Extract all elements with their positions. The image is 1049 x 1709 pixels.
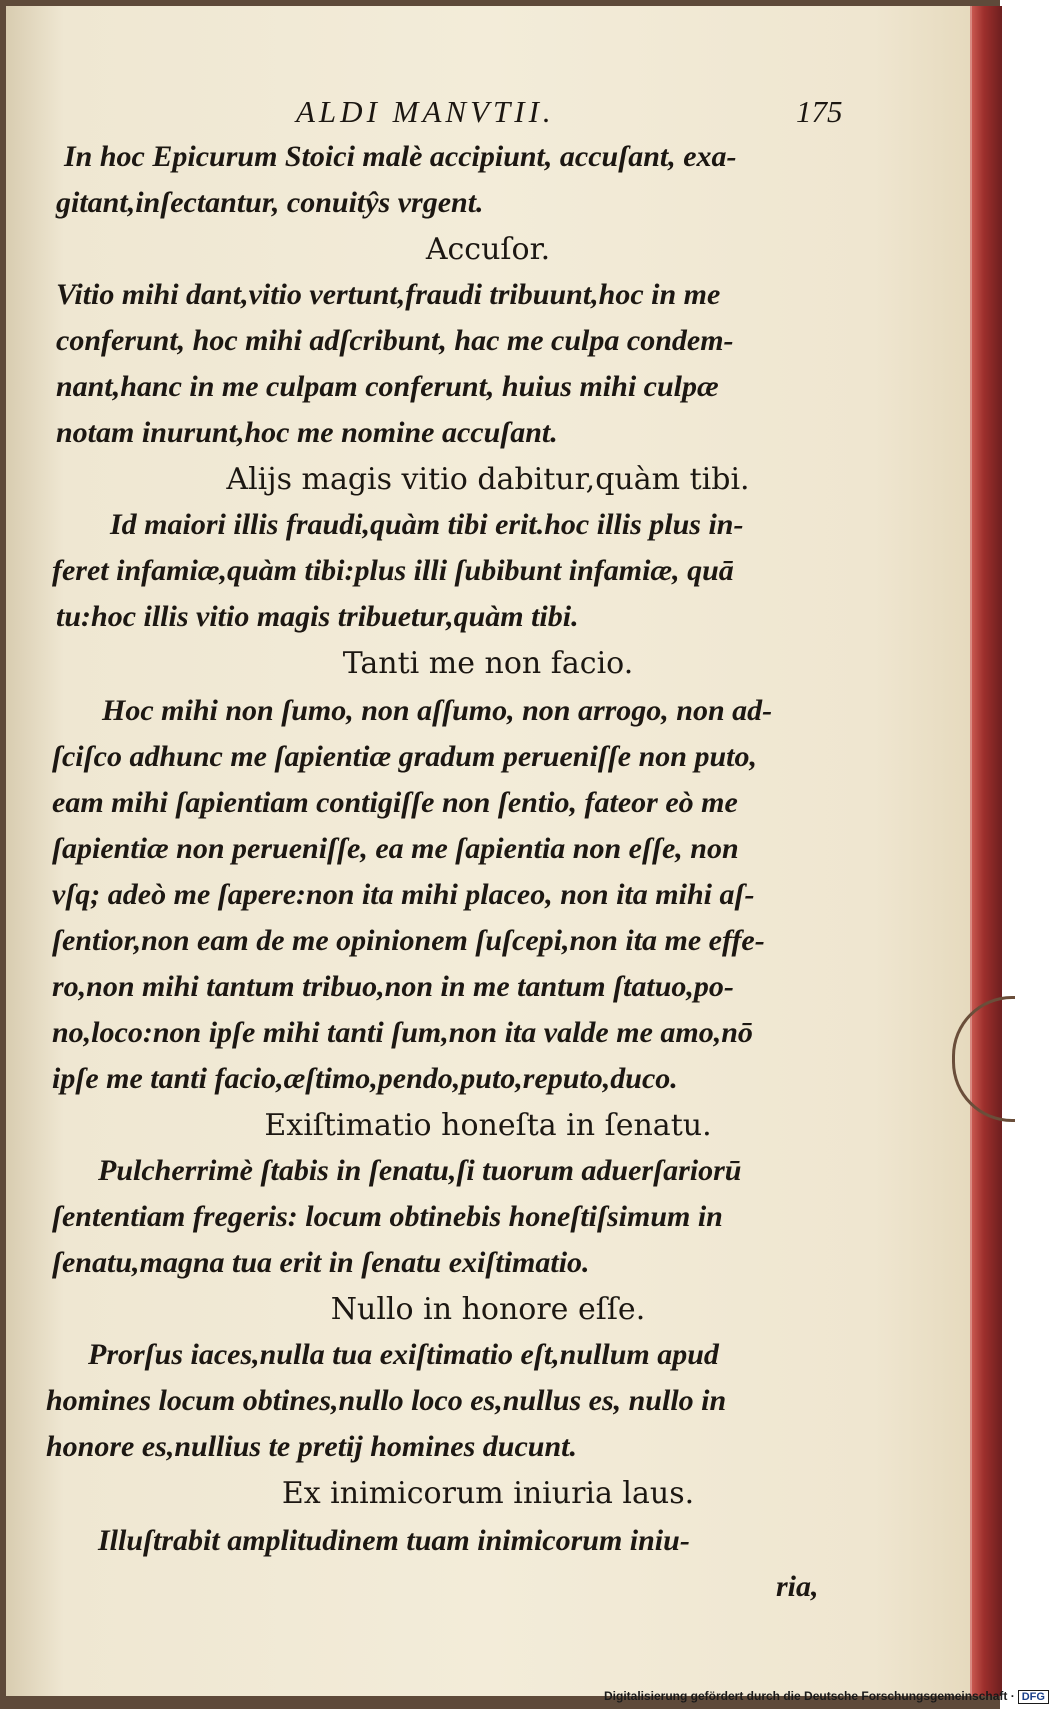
text-line: conferunt, hoc mihi adſcribunt, hac me culpa condem- [56,324,734,357]
text-line: notam inurunt,hoc me nomine accuſant. [56,416,558,449]
section-heading: Ex inimicorum iniuria laus. [281,1476,695,1511]
text-line: no,loco:non ipſe mihi tanti ſum,non ita valde me amo,nō [52,1016,753,1049]
text-line: honore es,nullius te pretij homines ducunt. [46,1430,577,1463]
text-line: ipſe me tanti facio,æſtimo,pendo,puto,reputo,duco. [52,1062,678,1095]
dfg-logo: DFG [1018,1690,1049,1704]
text-line: In hoc Epicurum Stoici malè accipiunt, accuſant, exa- [64,140,737,173]
text-line: ria, [776,1570,819,1603]
funding-notice [604,1689,1049,1704]
text-line: ſciſco adhunc me ſapientiæ gradum perueniſſe non puto, [52,740,758,773]
section-heading: Alijs magis vitio dabitur,quàm tibi. [226,462,750,497]
text-line: Illuſtrabit amplitudinem tuam inimicorum iniu- [98,1524,690,1557]
text-line: ſentior,non eam de me opinionem ſuſcepi,non ita me effe- [52,924,765,957]
funding-text: Digitalisierung gefördert durch die Deutsche Forschungsgemeinschaft · [604,1689,1015,1703]
section-heading: Accuſor. [425,232,551,267]
section-heading: Exiſtimatio honeſta in ſenatu. [264,1108,712,1143]
text-line: Vitio mihi dant,vitio vertunt,fraudi tribuunt,hoc in me [56,278,721,311]
text-line: ſententiam fregeris: locum obtinebis honeſtiſsimum in [52,1200,723,1233]
book-cover-edge [970,6,1002,1696]
running-head: ALDI MANVTII. [296,94,555,129]
text-line: Id maiori illis fraudi,quàm tibi erit.hoc illis plus in- [110,508,744,541]
text-line: ſenatu,magna tua erit in ſenatu exiſtimatio. [52,1246,590,1279]
text-line: gitant,inſectantur, conuitŷs vrgent. [56,186,484,219]
text-line: ro,non mihi tantum tribuo,non in me tantum ſtatuo,po- [52,970,734,1003]
text-line: homines locum obtines,nullo loco es,nullus es, nullo in [46,1384,727,1417]
text-line: ſapientiæ non perueniſſe, ea me ſapientia non eſſe, non [52,832,739,865]
text-line: Hoc mihi non ſumo, non aſſumo, non arrogo, non ad- [102,694,773,727]
book-page [6,6,970,1696]
text-line: Prorſus iaces,nulla tua exiſtimatio eſt,nullum apud [88,1338,719,1371]
section-heading: Tanti me non facio. [342,646,634,681]
text-line: nant,hanc in me culpam conferunt, huius mihi culpæ [56,370,719,403]
text-line: feret infamiæ,quàm tibi:plus illi ſubibunt infamiæ, quā [52,554,734,587]
text-line: Pulcherrimè ſtabis in ſenatu,ſi tuorum aduerſariorū [98,1154,742,1187]
text-line: tu:hoc illis vitio magis tribuetur,quàm tibi. [56,600,579,633]
text-line: vſq; adeò me ſapere:non ita mihi placeo, non ita mihi aſ- [52,878,755,911]
text-line: eam mihi ſapientiam contigiſſe non ſentio, fateor eò me [52,786,738,819]
page-number: 175 [796,94,843,129]
section-heading: Nullo in honore eſſe. [330,1292,646,1327]
